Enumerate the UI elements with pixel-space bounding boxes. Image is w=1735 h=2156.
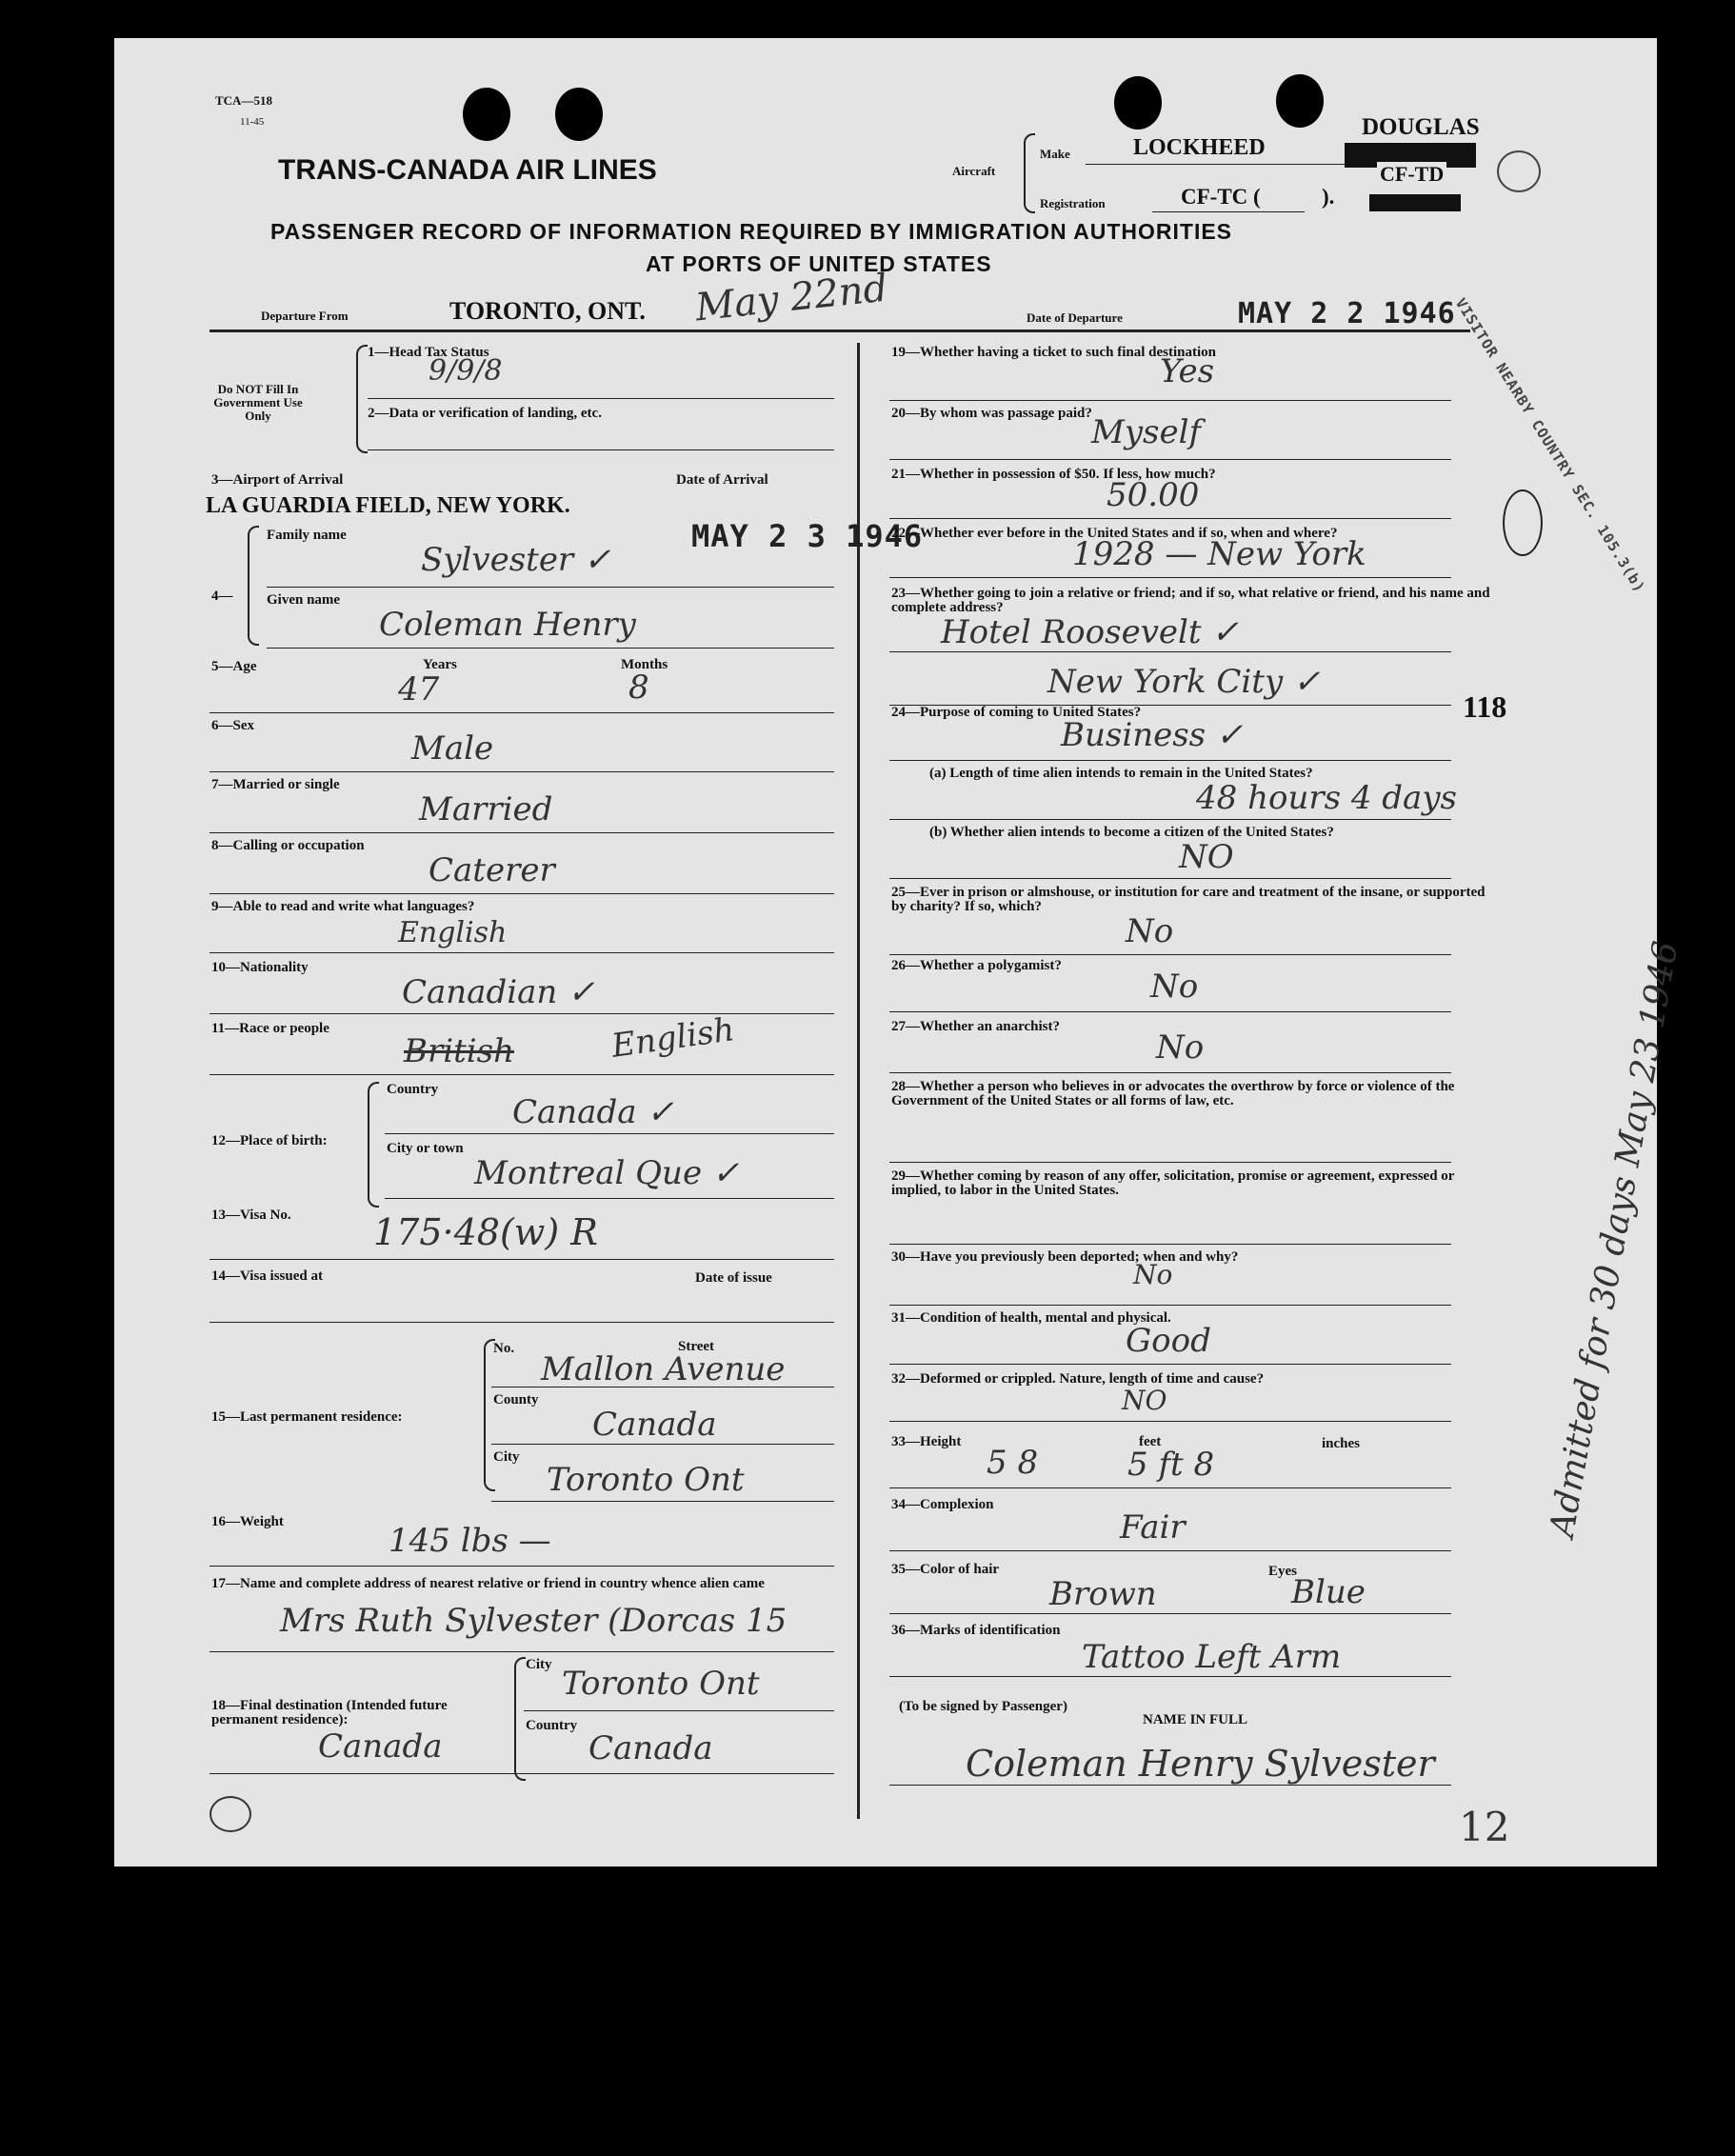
- column-divider: [857, 343, 860, 1819]
- header-rule: [209, 329, 1470, 332]
- residence-city-value: Toronto Ont: [547, 1461, 745, 1499]
- birth-city-value: Montreal Que ✓: [474, 1154, 740, 1192]
- form-code: TCA—518: [215, 93, 272, 108]
- passenger-signature: Coleman Henry Sylvester: [966, 1743, 1435, 1785]
- given-name-line: [267, 648, 834, 649]
- field-36-label: 36—Marks of identification: [891, 1623, 1061, 1638]
- punch-hole: [1114, 76, 1162, 130]
- form-title-line1: PASSENGER RECORD OF INFORMATION REQUIRED BY IMMIGRATION AUTHORITIES: [270, 219, 1233, 244]
- field-23-label: 23—Whether going to join a relative or friend; and if so, what relative or friend, and his name and complete address?: [891, 586, 1490, 615]
- field-6-label: 6—Sex: [211, 718, 254, 733]
- months-label: Months: [621, 657, 668, 672]
- field-9-label: 9—Able to read and write what languages?: [211, 899, 475, 914]
- residence-brace: [484, 1339, 495, 1491]
- height-inches-label: inches: [1322, 1436, 1361, 1451]
- birth-country-value: Canada ✓: [512, 1093, 674, 1131]
- field-8-label: 8—Calling or occupation: [211, 838, 365, 853]
- field-19-value: Yes: [1160, 352, 1215, 390]
- birth-brace: [368, 1082, 379, 1208]
- field-10-label: 10—Nationality: [211, 960, 309, 975]
- field-7-label: 7—Married or single: [211, 777, 340, 792]
- field-26-line: [889, 1011, 1451, 1012]
- field-25-value: No: [1126, 912, 1174, 950]
- field-28-line: [889, 1162, 1451, 1163]
- field-3-date-stamp: MAY 2 3 1946: [691, 518, 924, 554]
- field-8-value: Caterer: [429, 851, 555, 889]
- given-name-label: Given name: [267, 592, 341, 608]
- height-feet-value: 5 8: [987, 1444, 1039, 1482]
- field-2-label: 2—Data or verification of landing, etc.: [368, 406, 602, 421]
- residence-city-label: City: [493, 1449, 520, 1465]
- destination-brace: [514, 1657, 526, 1781]
- field-34-line: [889, 1550, 1451, 1551]
- destination-left-value: Canada: [318, 1727, 443, 1766]
- registration-stamp: CF-TD: [1377, 162, 1446, 187]
- field-13-line: [209, 1259, 834, 1260]
- aircraft-label: Aircraft: [952, 164, 996, 178]
- field-4-num: 4—: [211, 589, 233, 604]
- destination-country-value: Canada: [588, 1729, 713, 1767]
- residence-county-value: Canada: [592, 1406, 717, 1444]
- form-title-line2: AT PORTS OF UNITED STATES: [646, 251, 992, 276]
- field-5-line: [209, 712, 834, 713]
- form-date: 11-45: [240, 116, 265, 128]
- punch-hole: [555, 88, 603, 141]
- field-28-label: 28—Whether a person who believes in or advocates the overthrow by force or violence of the Government of the United States or all forms of law, etc.: [891, 1079, 1455, 1108]
- field-34-value: Fair: [1120, 1508, 1186, 1547]
- field-7-line: [209, 832, 834, 833]
- field-24a-label: (a) Length of time alien intends to remain in the United States?: [929, 766, 1313, 781]
- field-20-line: [889, 459, 1451, 460]
- family-name-line: [267, 587, 834, 588]
- field-35-label: 35—Color of hair: [891, 1562, 1000, 1577]
- field-24-value: Business ✓: [1061, 716, 1244, 754]
- margin-note: Admitted for 30 days May 23 1946: [1543, 938, 1686, 1541]
- gov-use-note: Do NOT Fill In Government Use Only: [213, 382, 303, 423]
- field-17-label: 17—Name and complete address of nearest relative or friend in country whence alien came: [211, 1576, 765, 1591]
- signature-line: [889, 1785, 1451, 1786]
- field-26-value: No: [1150, 968, 1199, 1006]
- height-inches-value: 5 ft 8: [1127, 1446, 1215, 1484]
- make-stamp: DOUGLAS: [1358, 114, 1484, 141]
- residence-street-label: Street: [678, 1339, 715, 1354]
- field-22-line: [889, 577, 1451, 578]
- departure-from-label: Departure From: [261, 309, 349, 323]
- redaction-bar: [1369, 194, 1461, 211]
- field-10-line: [209, 1013, 834, 1014]
- field-3-label: 3—Airport of Arrival: [211, 472, 344, 488]
- years-label: Years: [423, 657, 457, 672]
- field-24b-line: [889, 878, 1451, 879]
- field-33-label: 33—Height: [891, 1434, 962, 1449]
- field-18-line: [209, 1773, 834, 1774]
- eyes-label: Eyes: [1268, 1564, 1297, 1579]
- field-17-value: Mrs Ruth Sylvester (Dorcas 15: [280, 1602, 788, 1640]
- field-9-value: English: [398, 916, 508, 949]
- departure-from-value: TORONTO, ONT.: [449, 297, 646, 325]
- field-1-line: [368, 398, 834, 399]
- punch-hole: [1276, 74, 1324, 128]
- hair-value: Brown: [1049, 1575, 1157, 1613]
- field-15-label: 15—Last permanent residence:: [211, 1409, 403, 1425]
- form-page: [114, 38, 1686, 1867]
- field-24-line: [889, 760, 1451, 761]
- field-27-label: 27—Whether an anarchist?: [891, 1019, 1060, 1034]
- field-13-value: 175·48(w) R: [373, 1211, 598, 1253]
- field-22-value: 1928 — New York: [1072, 535, 1366, 573]
- destination-city-line: [524, 1710, 834, 1711]
- date-departure-label: Date of Departure: [1027, 310, 1123, 325]
- field-3-value: LA GUARDIA FIELD, NEW YORK.: [206, 493, 570, 518]
- field-6-line: [209, 771, 834, 772]
- field-10-value: Canadian ✓: [402, 973, 595, 1011]
- birth-city-line: [385, 1198, 834, 1199]
- field-14-date-label: Date of issue: [695, 1270, 772, 1286]
- residence-county-label: County: [493, 1392, 539, 1407]
- months-value: 8: [628, 669, 649, 707]
- residence-city-line: [491, 1501, 834, 1502]
- field-21-value: 50.00: [1107, 476, 1200, 514]
- field-16-line: [209, 1566, 834, 1567]
- departure-handwritten: May 22nd: [693, 266, 890, 330]
- field-32-label: 32—Deformed or crippled. Nature, length of time and cause?: [891, 1371, 1265, 1387]
- field-17-line: [209, 1651, 834, 1652]
- field-20-label: 20—By whom was passage paid?: [891, 406, 1092, 421]
- height-feet-label: feet: [1139, 1434, 1162, 1449]
- number-stamp: 118: [1463, 689, 1507, 724]
- field-31-label: 31—Condition of health, mental and physical.: [891, 1310, 1171, 1326]
- field-36-value: Tattoo Left Arm: [1082, 1638, 1342, 1676]
- field-27-value: No: [1156, 1028, 1205, 1067]
- field-23-line: [889, 651, 1451, 652]
- field-18-label: 18—Final destination (Intended future permanent residence):: [211, 1698, 448, 1727]
- page-number: 12: [1459, 1804, 1510, 1850]
- field-29-line: [889, 1244, 1451, 1245]
- field-14-line: [209, 1322, 834, 1323]
- field-30-value: No: [1133, 1259, 1173, 1290]
- field-2-line: [368, 449, 834, 450]
- circle-mark: [1503, 489, 1543, 556]
- field-27-line: [889, 1072, 1451, 1073]
- destination-city-label: City: [526, 1657, 552, 1672]
- field-24b-label: (b) Whether alien intends to become a citizen of the United States?: [929, 825, 1334, 840]
- aircraft-brace: [1024, 133, 1035, 213]
- registration-label: Registration: [1040, 196, 1106, 210]
- field-13-label: 13—Visa No.: [211, 1208, 291, 1223]
- field-11-line: [209, 1074, 834, 1075]
- field-8-line: [209, 893, 834, 894]
- residence-no-label: No.: [493, 1341, 515, 1356]
- years-value: 47: [398, 670, 440, 709]
- field-23-value: Hotel Roosevelt ✓: [941, 613, 1239, 651]
- field-31-value: Good: [1126, 1322, 1211, 1360]
- field-11-value-struck: British: [404, 1032, 514, 1070]
- visitor-stamp: VISITOR NEARBY COUNTRY SEC. 105.3(b): [1451, 295, 1649, 596]
- field-19-line: [889, 400, 1451, 401]
- field-29-label: 29—Whether coming by reason of any offer, solicitation, promise or agreement, expressed or implied, to labor in the United States.: [891, 1168, 1455, 1198]
- field-6-value: Male: [411, 729, 494, 768]
- field-35-line: [889, 1613, 1451, 1614]
- field-12-label: 12—Place of birth:: [211, 1133, 328, 1148]
- field-24b-value: NO: [1179, 838, 1234, 876]
- field-36-line: [889, 1676, 1451, 1677]
- printed-in-canada-seal: [209, 1796, 251, 1832]
- field-24-label: 24—Purpose of coming to United States?: [891, 705, 1142, 720]
- field-31-line: [889, 1364, 1451, 1365]
- birth-city-label: City or town: [387, 1141, 464, 1156]
- sign-note: (To be signed by Passenger): [899, 1699, 1067, 1714]
- field-21-line: [889, 518, 1451, 519]
- airline-title: TRANS-CANADA AIR LINES: [278, 154, 657, 186]
- name-in-full-label: NAME IN FULL: [1143, 1712, 1248, 1727]
- field-34-label: 34—Complexion: [891, 1497, 994, 1512]
- birth-country-line: [385, 1133, 834, 1134]
- field-9-line: [209, 952, 834, 953]
- field-24a-value: 48 hours 4 days: [1196, 779, 1457, 817]
- destination-country-label: Country: [526, 1718, 578, 1733]
- registration-value: CF-TC (: [1181, 185, 1261, 209]
- field-30-line: [889, 1305, 1451, 1306]
- field-25-line: [889, 954, 1451, 955]
- gov-brace: [356, 345, 368, 453]
- field-5-label: 5—Age: [211, 659, 257, 674]
- field-16-label: 16—Weight: [211, 1514, 284, 1529]
- eyes-value: Blue: [1291, 1573, 1366, 1611]
- residence-street-value: Mallon Avenue: [541, 1350, 786, 1388]
- residence-county-line: [491, 1444, 834, 1445]
- field-1-value: 9/9/8: [429, 354, 503, 388]
- birth-country-label: Country: [387, 1082, 439, 1097]
- given-name-value: Coleman Henry: [379, 606, 636, 644]
- field-19-label: 19—Whether having a ticket to such final destination: [891, 345, 1216, 360]
- field-33-line: [889, 1487, 1451, 1488]
- field-3-date-label: Date of Arrival: [676, 472, 768, 488]
- field-11-label: 11—Race or people: [211, 1021, 329, 1036]
- family-name-label: Family name: [267, 528, 347, 543]
- field-23-value-2: New York City ✓: [1047, 663, 1321, 701]
- field-21-label: 21—Whether in possession of $50. If less, how much?: [891, 467, 1216, 482]
- field-11-value: English: [608, 1010, 737, 1066]
- field-7-value: Married: [419, 790, 553, 828]
- field-14-label: 14—Visa issued at: [211, 1268, 323, 1284]
- field-32-value: NO: [1122, 1385, 1167, 1416]
- field-25-label: 25—Ever in prison or almshouse, or institution for care and treatment of the insane, or supported by charity? If so, which?: [891, 885, 1486, 914]
- field-26-label: 26—Whether a polygamist?: [891, 958, 1062, 973]
- field-22-label: 22—Whether ever before in the United States and if so, when and where?: [891, 526, 1338, 541]
- make-label: Make: [1040, 147, 1070, 161]
- name-brace: [248, 526, 259, 646]
- field-24a-line: [889, 819, 1451, 820]
- registration-close: ).: [1322, 185, 1335, 209]
- field-30-label: 30—Have you previously been deported; when and why?: [891, 1249, 1239, 1265]
- field-16-value: 145 lbs —: [389, 1522, 551, 1560]
- date-departure-stamp: MAY 2 2 1946: [1238, 297, 1456, 330]
- punch-hole: [463, 88, 510, 141]
- field-32-line: [889, 1421, 1451, 1422]
- field-20-value: Myself: [1091, 413, 1202, 451]
- make-value: LOCKHEED: [1133, 135, 1266, 160]
- family-name-value: Sylvester ✓: [421, 541, 611, 579]
- registration-line: [1152, 211, 1305, 212]
- circle-mark: [1497, 150, 1541, 192]
- destination-city-value: Toronto Ont: [562, 1665, 760, 1703]
- field-1-label: 1—Head Tax Status: [368, 345, 489, 360]
